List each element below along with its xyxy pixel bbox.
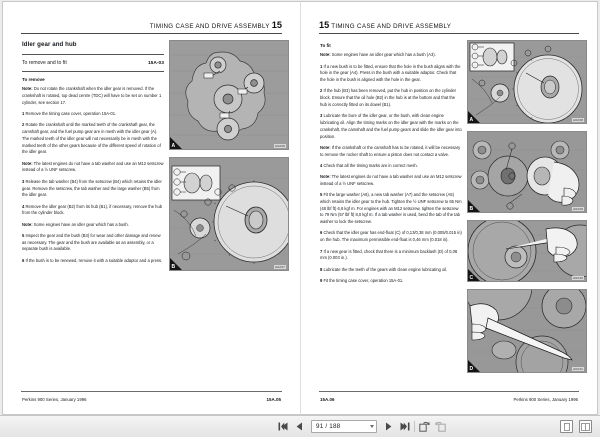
left-heading: To remove: [22, 76, 45, 82]
toolbar-separator: [414, 421, 415, 432]
figure-right-a-art: [468, 41, 586, 123]
paragraph: [22, 111, 164, 118]
paragraph-number: 7: [320, 248, 323, 254]
figure-right-b[interactable]: [467, 131, 587, 213]
paragraph-text: Some engines have an idler gear which has a bush.: [32, 221, 129, 227]
paragraph-number: 4: [22, 203, 25, 209]
figure-right-d-letter: D: [469, 365, 474, 372]
left-head-rule: [21, 33, 282, 34]
toolbar-navigation-group: [277, 420, 447, 434]
paragraph: [22, 233, 164, 253]
paragraph-text: If a new bush is to be fitted, ensure that the hole in the bush aligns with the hole in the gear (A4). Press in the bush with a suitable adaptor. Check that the hole in the bush is aligned with the hole in the gear.: [320, 63, 461, 83]
page-left[interactable]: [2, 1, 300, 415]
paragraph-text: Inspect the gear and the bush (B3) for wear and other damage and renew as necessary. The gear and the bush are available as an assembly, or a separate bush is available.: [22, 232, 161, 252]
right-heading: To fit: [320, 43, 331, 48]
paragraph-number: 2: [22, 122, 25, 128]
single-page-view-button[interactable]: [560, 420, 573, 433]
paragraph-number: 2: [320, 88, 323, 94]
paragraph-number: 5: [320, 192, 323, 198]
left-footer-rule: [21, 391, 282, 392]
left-sub-title: To remove and to fit: [22, 59, 67, 66]
figure-right-c-ref: A0240: [573, 276, 583, 280]
figure-right-c[interactable]: [467, 220, 587, 282]
paragraph: [22, 258, 164, 265]
right-figure-column: [467, 40, 585, 380]
figure-right-b-ref: A0239: [573, 207, 583, 211]
paragraph-number: 8: [320, 266, 323, 272]
paragraph-text: If a new gear is fitted, check that there is a minimum backlash (D) of 0,08 mm (0.003 in.).: [320, 248, 458, 261]
paragraph: [320, 192, 462, 226]
paragraph-text: The latest engines do not have a tab washer and use an M12 setscrew instead of a ½ UNF setscrew.: [320, 174, 462, 186]
paragraph-number: 6: [320, 230, 323, 236]
left-sub-code: 15A-03: [147, 60, 164, 66]
paragraph-text: If the crankshaft or the camshaft has to be rotated, it will be necessary to remove the rocker shaft to ensure a piston does not contact a valve.: [320, 144, 461, 157]
left-paragraph-list: [22, 86, 164, 264]
figure-right-c-letter: C: [469, 274, 474, 281]
paragraph: [320, 278, 462, 285]
rotate-cw-icon: [419, 421, 430, 432]
paragraph-text: Check that all the timing marks are in correct mesh.: [322, 162, 418, 168]
paragraph: [22, 161, 164, 175]
paragraph: [320, 145, 462, 159]
right-chapter-number: 15: [319, 20, 330, 30]
paragraph: [320, 249, 462, 263]
left-subtitle-rule: [22, 71, 164, 72]
left-chapter-number: 15: [271, 20, 282, 30]
right-head-rule: [319, 33, 579, 34]
right-running-head: [319, 20, 451, 33]
figure-right-d-art: [468, 290, 586, 372]
rotate-ccw-icon: [435, 421, 446, 432]
paragraph-text: Release the tab washer (B4) from the setscrew (B4) which retains the idler gear. Remove the setscrew, the tab washer and the large washer (B5) from the idler gear.: [22, 178, 162, 198]
figure-left-a-letter: A: [171, 142, 176, 149]
paragraph: [22, 86, 164, 106]
paragraph-text: If the bush is to be renewed, remove it with a suitable adaptor and a press.: [24, 257, 163, 263]
paragraph-number: 4: [320, 162, 323, 168]
dual-page-view-button[interactable]: [579, 420, 592, 433]
figure-right-d-ref: A0241: [573, 367, 583, 371]
paragraph-text: Fit the large washer (A6), a new tab washer (A7) and the setscrew (A5) which retains the idler gear to the hub. Tighten the ½ UNF setscrew to 65 Nm (48 lbf ft) 6,6 kgf m. For engines with an M12 setscrew, tighten the setscrew to 79 Nm (57 lbf ft) 8,0 kgf m. If a tab washer is used, bend the tab of the tab washer to lock the setscrew.: [320, 192, 462, 225]
first-page-button[interactable]: [277, 420, 290, 434]
paragraph-lead: Note:: [22, 86, 33, 92]
paragraph-text: Check that the idler gear has end-float (C) of 0,13/0,38 mm (0.005/0.015 in) on the hub. The maximum permissible end-float is 0,46 mm (0.018 in).: [320, 230, 462, 243]
paragraph: [22, 179, 164, 199]
paragraph-lead: Note:: [22, 221, 33, 227]
figure-right-d[interactable]: [467, 289, 587, 373]
figure-left-b-art: [170, 158, 288, 270]
next-page-button[interactable]: [382, 420, 395, 434]
chevron-down-icon[interactable]: [370, 425, 374, 428]
paragraph-text: Do not rotate the crankshaft when the idler gear is removed. If the crankshaft is rotated, top dead centre (TDC) will have to be set on number 1 cylinder, see section 17.: [22, 86, 162, 105]
paragraph-lead: Note:: [320, 174, 331, 180]
figure-left-b[interactable]: [169, 157, 289, 271]
last-page-button[interactable]: [398, 420, 411, 434]
left-title-rule: [22, 54, 164, 55]
first-page-icon: [278, 422, 289, 431]
figure-left-a[interactable]: [169, 40, 289, 150]
paragraph: [320, 230, 462, 244]
rotate-clockwise-button[interactable]: [418, 420, 431, 434]
paragraph: [320, 174, 462, 188]
viewer-toolbar: [0, 415, 600, 437]
left-section-title: Idler gear and hub: [22, 41, 77, 48]
paragraph: [320, 88, 462, 108]
page-right[interactable]: [300, 1, 598, 415]
right-footer-rule: [319, 391, 579, 392]
paragraph: [22, 122, 164, 156]
paragraph-number: 6: [22, 257, 25, 263]
figure-left-b-letter: B: [171, 263, 176, 270]
figure-left-a-art: [170, 41, 288, 149]
figure-right-a-letter: A: [469, 116, 474, 123]
paragraph-number: 9: [320, 277, 323, 283]
paragraph-text: Remove the idler gear (B2) from its hub (B1), if necessary, remove the hub from the cylinder block.: [22, 203, 163, 216]
paragraph: [320, 267, 462, 274]
paragraph-text: Remove the timing case cover, operation 15A-01.: [24, 111, 117, 117]
figure-right-a[interactable]: [467, 40, 587, 124]
figure-right-b-art: [468, 132, 586, 212]
paragraph-number: 1: [320, 63, 323, 69]
left-footer-page: 15A.05: [266, 397, 281, 402]
page-number-value: 91 / 188: [316, 423, 341, 430]
paragraph-number: 5: [22, 232, 25, 238]
left-running-head-text: TIMING CASE AND DRIVE ASSEMBLY: [149, 23, 270, 30]
paragraph-number: 3: [22, 178, 25, 184]
paragraph-number: 1: [22, 111, 25, 117]
figure-left-a-ref: A0236: [275, 144, 285, 148]
right-paragraph-list: [320, 52, 462, 284]
toolbar-view-group: [560, 420, 592, 433]
left-footer-source: Perkins 900 Series, January 1996: [22, 397, 87, 402]
paragraph-number: 3: [320, 113, 323, 119]
figure-left-b-ref: A0237: [275, 265, 285, 269]
rotate-counterclockwise-button[interactable]: [434, 420, 447, 434]
paragraph: [22, 222, 164, 229]
paragraph-text: If the hub (B3) has been removed, put the hub in position on the cylinder block. Ensure that the oil hole (B2) in the hub is at the bottom and that the hub is correctly fitted on its dowel (B1).: [320, 88, 457, 107]
paragraph-lead: Note:: [320, 52, 331, 58]
paragraph: [22, 204, 164, 218]
page-number-input[interactable]: [311, 420, 377, 433]
right-text-column: [320, 40, 462, 289]
previous-page-icon: [296, 422, 303, 431]
paragraph-text: Fit the timing case cover, operation 15A-01.: [322, 277, 404, 283]
paragraph: [320, 163, 462, 170]
paragraph-lead: Note:: [320, 144, 331, 150]
last-page-icon: [399, 422, 410, 431]
paragraph: [320, 113, 462, 140]
right-footer-source: Perkins 900 Series, January 1996: [513, 397, 578, 402]
left-running-head: [150, 20, 282, 33]
paragraph-text: The latest engines do not have a tab washer and use an M12 setscrew instead of a ½ UNF setscrew.: [22, 160, 164, 173]
paragraph-text: Lubricate the bore of the idler gear, or the bush, with clean engine lubricating oil. Align the timing marks on the idler gear with the marks on the crankshaft, the camshaft and the fuel pump gears and slide the idler gear into position.: [320, 113, 462, 139]
left-subtitle-row: [22, 59, 164, 68]
figure-right-b-letter: B: [469, 205, 474, 212]
next-page-icon: [385, 422, 392, 431]
left-figure-column: [169, 40, 287, 278]
figure-right-a-ref: A0238: [573, 118, 583, 122]
paragraph: [320, 64, 462, 84]
figure-right-c-art: [468, 221, 586, 281]
paragraph-text: Lubricate the the teeth of the gears with clean engine lubricating oil.: [322, 266, 448, 272]
right-footer-page: 15A.06: [320, 397, 335, 402]
paragraph-lead: Note:: [22, 160, 33, 166]
paragraph: [320, 52, 462, 59]
paragraph-text: Rotate the crankshaft until the marked teeth of the crankshaft gear, the camshaft gear, and the fuel pump gear are in mesh with the idler gear (A). The marked teeth of the idler gear will not necessarily be in mesh with the marked teeth of the other gears because of the different speed of rotation of the idler gear.: [22, 122, 161, 155]
right-running-head-text: TIMING CASE AND DRIVE ASSEMBLY: [331, 23, 452, 30]
previous-page-button[interactable]: [293, 420, 306, 434]
left-text-column: [22, 40, 164, 269]
paragraph-text: Some engines have an idler gear which has a bush (A3).: [330, 52, 436, 58]
